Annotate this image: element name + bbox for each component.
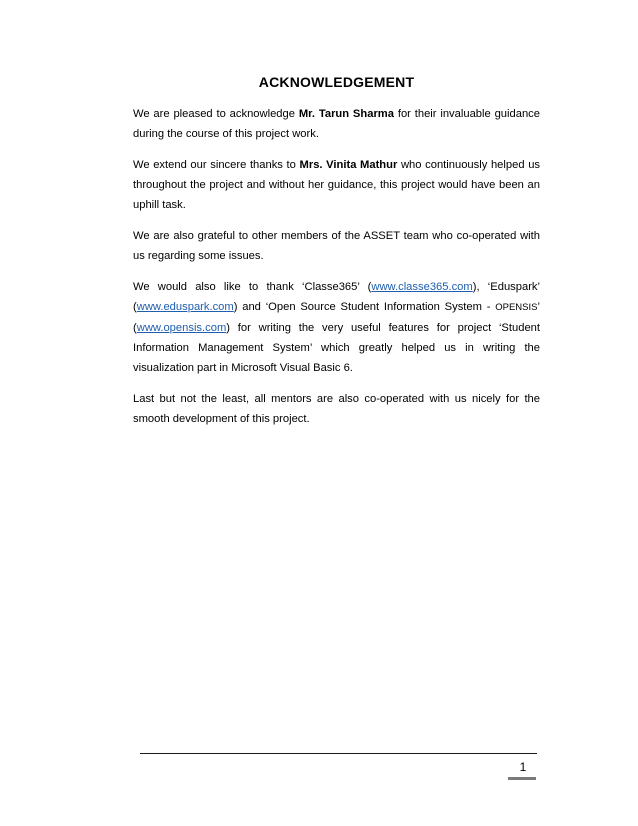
paragraph-2 [133,155,540,215]
page-number-underline [508,777,536,780]
paragraph-5 [133,389,540,429]
footer-divider [140,753,537,754]
mentor-name: Mr. Tarun Sharma [298,108,394,120]
page-number: 1 [519,760,527,774]
eduspark-link[interactable]: www.eduspark.com [136,301,234,313]
paragraph-4 [133,277,540,378]
opensis-link[interactable]: www.opensis.com [136,322,227,334]
paragraph-2-text-1: We extend our sincere thanks to [133,159,300,171]
paragraph-4-text-2: ), ‘Eduspark’ ( [133,281,541,313]
paragraph-3 [133,226,540,266]
paragraph-5-text-1: Last but not the least, all mentors are also co-operated with us nicely for the smooth development of this project. [133,393,540,425]
paragraph-4-text-4: ’ ( [133,301,540,334]
paragraph-4-text-3: ) and ‘Open Source Student Information System - [233,301,496,313]
guide-name: Mrs. Vinita Mathur [299,159,398,171]
paragraph-4-text-1: We would also like to thank ‘Classe365’ ( [133,281,372,293]
paragraph-1 [133,104,540,144]
paragraph-1-text-1: We are pleased to acknowledge [133,108,299,120]
paragraph-2-text-2: who continuously helped us throughout the project and without her guidance, this project would have been an uphill task. [133,159,541,211]
paragraph-3-text-1: We are also grateful to other members of the ASSET team who co-operated with us regarding some issues. [133,230,540,262]
page-title: ACKNOWLEDGEMENT [258,74,415,90]
paragraph-1-text-2: for their invaluable guidance during the course of this project work. [133,108,540,140]
classe365-link[interactable]: www.classe365.com [371,281,473,293]
paragraph-4-text-5: ) for writing the very useful features for project ‘Student Information Management System’ which greatly helped us in writing the visualization part in Microsoft Visual Basic 6. [133,322,540,374]
opensis-acronym: OPENSIS [495,302,538,313]
document-body [133,104,540,440]
